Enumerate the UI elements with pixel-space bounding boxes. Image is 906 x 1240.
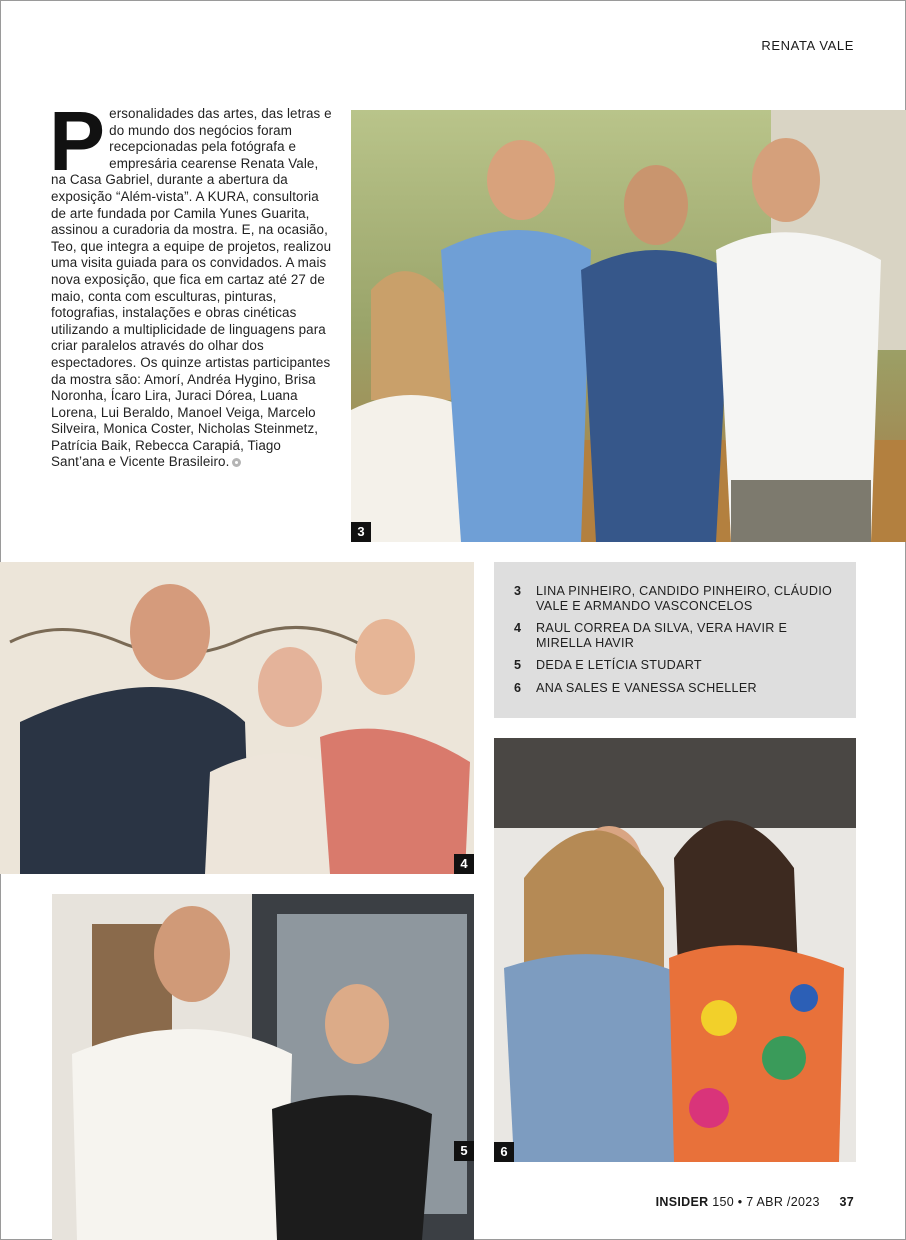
caption-number: 4 — [514, 621, 522, 635]
section-label: RENATA VALE — [761, 38, 854, 53]
caption-item — [514, 681, 840, 696]
caption-number: 5 — [514, 658, 522, 672]
caption-text: ANA SALES E VANESSA SCHELLER — [536, 680, 757, 695]
photo-6 — [494, 738, 856, 1162]
caption-item — [514, 584, 840, 613]
page-footer — [656, 1195, 854, 1209]
photo-number-4: 4 — [454, 854, 474, 874]
caption-number: 3 — [514, 584, 522, 598]
drop-cap: P — [49, 94, 106, 188]
issue-info: 150 • 7 ABR /2023 — [712, 1195, 820, 1209]
photo-3 — [351, 110, 906, 542]
caption-item — [514, 621, 840, 650]
caption-text: DEDA E LETÍCIA STUDART — [536, 658, 702, 672]
magazine-name: INSIDER — [655, 1195, 709, 1209]
caption-number: 6 — [514, 680, 522, 695]
caption-box — [494, 562, 856, 718]
photo-number-6: 6 — [494, 1142, 514, 1162]
page-number: 37 — [839, 1195, 854, 1209]
photo-5 — [52, 894, 474, 1240]
caption-item — [514, 658, 840, 673]
article-text: ersonalidades das artes, das letras e do mundo dos negócios foram recepcionadas pela fotógrafa e empresária cearense Renata Vale, na Casa Gabriel, durante a abertura da exposição “Além-vista”. A KURA, consultoria de arte fundada por Camila Yunes Guarita, assinou a curadoria da mostra. E, na ocasião, Teo, que integra a equipe de projetos, realizou uma visita guiada para os convidados. A mais nova exposição, que fica em cartaz até 27 de maio, conta com esculturas, pinturas, fotografias, instalações e obras cinéticas utilizando a multiplicidade de linguagens para criar paralelos através do olhar dos espectadores. Os quinze artistas participantes da mostra são: Amorí, Andréa Hygino, Brisa Noronha, Ícaro Lira, Juraci Dórea, Luana Lorena, Lui Beraldo, Manoel Veiga, Marcelo Silveira, Monica Coster, Nicholas Steinmetz, Patrícia Baik, Rebecca Carapiá, Tiago Sant’ana e Vicente Brasileiro. — [51, 106, 332, 470]
end-mark-icon — [232, 458, 241, 467]
photo-4 — [0, 562, 474, 874]
caption-text: RAUL CORREA DA SILVA, VERA HAVIR E MIRELLA HAVIR — [536, 621, 788, 650]
article-body — [49, 94, 337, 471]
photo-number-5: 5 — [454, 1141, 474, 1161]
caption-text: LINA PINHEIRO, CANDIDO PINHEIRO, CLÁUDIO VALE E ARMANDO VASCONCELOS — [536, 584, 833, 613]
photo-number-3: 3 — [351, 522, 371, 542]
